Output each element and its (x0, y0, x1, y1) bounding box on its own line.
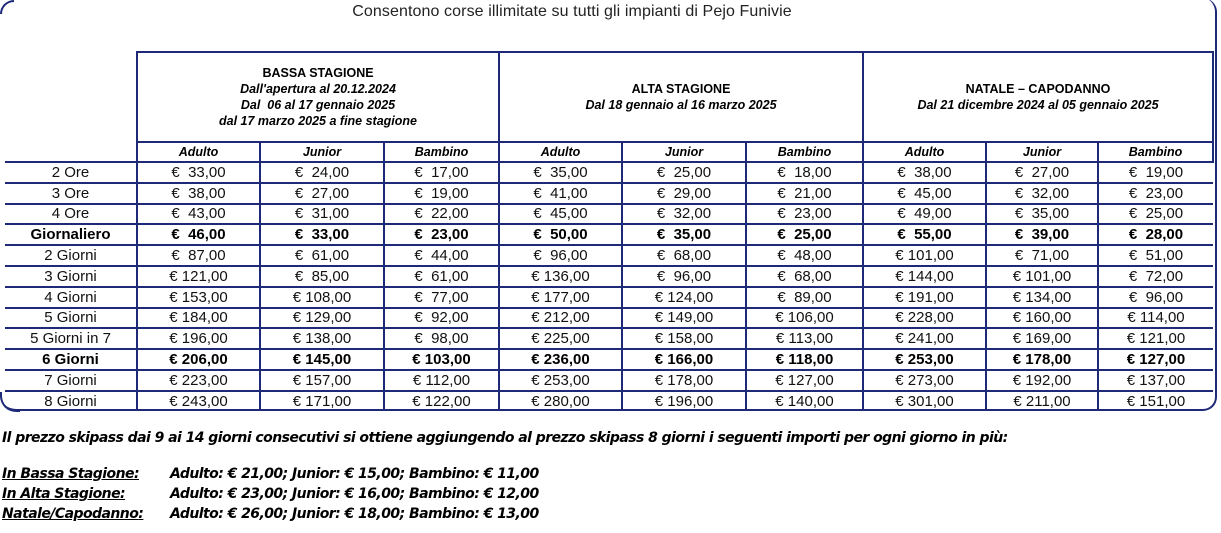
price-cell: € 28,00 (1098, 224, 1213, 245)
price-cell: € 61,00 (384, 266, 499, 287)
season-name: NATALE – CAPODANNO (965, 82, 1111, 96)
row-label: 5 Giorni in 7 (5, 328, 137, 349)
price-cell: € 243,00 (137, 391, 260, 411)
price-cell: € 137,00 (1098, 370, 1213, 391)
extra-line-natale (2, 504, 1008, 524)
price-cell: € 108,00 (260, 287, 384, 308)
table-row (5, 266, 1213, 287)
row-label: 3 Giorni (5, 266, 137, 287)
price-cell: € 44,00 (384, 245, 499, 266)
price-cell: € 101,00 (863, 245, 986, 266)
price-cell: € 149,00 (622, 308, 746, 329)
season-alta (499, 52, 863, 142)
table-row (5, 162, 1213, 183)
price-cell: € 129,00 (260, 308, 384, 329)
table-row (5, 204, 1213, 225)
price-cell: € 196,00 (622, 391, 746, 411)
price-cell: € 38,00 (137, 183, 260, 204)
price-cell: € 27,00 (260, 183, 384, 204)
notes (2, 430, 1008, 524)
season-period: Dal 06 al 17 gennaio 2025 (240, 98, 396, 112)
price-cell: € 166,00 (622, 349, 746, 370)
price-cell: € 144,00 (863, 266, 986, 287)
season-bassa (137, 52, 499, 142)
price-cell: € 145,00 (260, 349, 384, 370)
price-cell: € 212,00 (499, 308, 622, 329)
price-cell: € 35,00 (499, 162, 622, 183)
row-label: 4 Giorni (5, 287, 137, 308)
price-cell: € 33,00 (137, 162, 260, 183)
table-row (5, 391, 1213, 411)
price-cell: € 68,00 (622, 245, 746, 266)
category-header: Junior (622, 142, 746, 162)
price-cell: € 17,00 (384, 162, 499, 183)
table-row (5, 308, 1213, 329)
extra-line-alta (2, 484, 1008, 504)
table-row (5, 287, 1213, 308)
category-header: Junior (986, 142, 1098, 162)
price-cell: € 121,00 (1098, 328, 1213, 349)
price-cell: € 77,00 (384, 287, 499, 308)
price-cell: € 45,00 (863, 183, 986, 204)
row-label: 3 Ore (5, 183, 137, 204)
price-cell: € 39,00 (986, 224, 1098, 245)
price-cell: € 153,00 (137, 287, 260, 308)
price-cell: € 223,00 (137, 370, 260, 391)
table-row (5, 370, 1213, 391)
price-cell: € 253,00 (499, 370, 622, 391)
extra-value: Adulto: € 21,00; Junior: € 15,00; Bambino: € 11,00 (170, 466, 539, 482)
price-cell: € 92,00 (384, 308, 499, 329)
price-cell: € 178,00 (622, 370, 746, 391)
season-period: Dall'apertura al 20.12.2024 (240, 82, 396, 96)
table-row (5, 349, 1213, 370)
extra-label: Natale/Capodanno: (2, 506, 144, 522)
price-cell: € 158,00 (622, 328, 746, 349)
price-cell: € 103,00 (384, 349, 499, 370)
price-cell: € 21,00 (746, 183, 863, 204)
extra-value: Adulto: € 23,00; Junior: € 16,00; Bambino: € 12,00 (170, 486, 539, 502)
price-cell: € 33,00 (260, 224, 384, 245)
category-header: Adulto (499, 142, 622, 162)
price-cell: € 48,00 (746, 245, 863, 266)
price-cell: € 151,00 (1098, 391, 1213, 411)
price-cell: € 138,00 (260, 328, 384, 349)
row-label: 8 Giorni (5, 391, 137, 411)
price-cell: € 45,00 (499, 204, 622, 225)
price-cell: € 236,00 (499, 349, 622, 370)
row-label: 4 Ore (5, 204, 137, 225)
extra-label: In Alta Stagione: (2, 486, 126, 502)
price-cell: € 23,00 (746, 204, 863, 225)
price-cell: € 127,00 (746, 370, 863, 391)
price-cell: € 96,00 (622, 266, 746, 287)
price-cell: € 61,00 (260, 245, 384, 266)
category-header: Adulto (137, 142, 260, 162)
table-row (5, 224, 1213, 245)
price-cell: € 49,00 (863, 204, 986, 225)
table-row (5, 183, 1213, 204)
price-cell: € 101,00 (986, 266, 1098, 287)
extra-value: Adulto: € 26,00; Junior: € 18,00; Bambino: € 13,00 (170, 506, 539, 522)
price-cell: € 41,00 (499, 183, 622, 204)
price-cell: € 50,00 (499, 224, 622, 245)
price-cell: € 35,00 (622, 224, 746, 245)
price-cell: € 25,00 (622, 162, 746, 183)
extra-label-text: Natale/Capodanno (2, 506, 139, 522)
price-cell: € 23,00 (384, 224, 499, 245)
price-cell: € 25,00 (746, 224, 863, 245)
price-cell: € 127,00 (1098, 349, 1213, 370)
price-cell: € 43,00 (137, 204, 260, 225)
price-cell: € 113,00 (746, 328, 863, 349)
corner-cell (5, 142, 137, 162)
price-cell: € 106,00 (746, 308, 863, 329)
price-cell: € 31,00 (260, 204, 384, 225)
price-cell: € 19,00 (1098, 162, 1213, 183)
price-cell: € 118,00 (746, 349, 863, 370)
price-cell: € 169,00 (986, 328, 1098, 349)
price-cell: € 27,00 (986, 162, 1098, 183)
price-cell: € 157,00 (260, 370, 384, 391)
price-cell: € 121,00 (137, 266, 260, 287)
price-cell: € 71,00 (986, 245, 1098, 266)
category-header: Bambino (746, 142, 863, 162)
price-cell: € 228,00 (863, 308, 986, 329)
season-name: ALTA STAGIONE (631, 82, 731, 96)
corner-cell (5, 52, 137, 142)
row-label: 2 Ore (5, 162, 137, 183)
category-header: Adulto (863, 142, 986, 162)
season-natale (863, 52, 1213, 142)
row-label: 7 Giorni (5, 370, 137, 391)
category-header: Bambino (384, 142, 499, 162)
extra-label: In Bassa Stagione: (2, 466, 139, 482)
price-cell: € 19,00 (384, 183, 499, 204)
price-cell: € 46,00 (137, 224, 260, 245)
price-cell: € 124,00 (622, 287, 746, 308)
price-cell: € 134,00 (986, 287, 1098, 308)
price-cell: € 253,00 (863, 349, 986, 370)
price-cell: € 23,00 (1098, 183, 1213, 204)
price-cell: € 211,00 (986, 391, 1098, 411)
price-cell: € 206,00 (137, 349, 260, 370)
price-cell: € 35,00 (986, 204, 1098, 225)
price-cell: € 25,00 (1098, 204, 1213, 225)
extra-label-text: In Bassa Stagione (2, 466, 134, 482)
price-cell: € 160,00 (986, 308, 1098, 329)
price-cell: € 89,00 (746, 287, 863, 308)
price-cell: € 85,00 (260, 266, 384, 287)
price-table (5, 51, 1214, 411)
table-row (5, 245, 1213, 266)
season-name: BASSA STAGIONE (262, 66, 374, 80)
price-cell: € 24,00 (260, 162, 384, 183)
row-label: 5 Giorni (5, 308, 137, 329)
row-label: Giornaliero (5, 224, 137, 245)
price-cell: € 241,00 (863, 328, 986, 349)
price-cell: € 29,00 (622, 183, 746, 204)
extra-line-bassa (2, 464, 1008, 484)
price-cell: € 114,00 (1098, 308, 1213, 329)
price-cell: € 112,00 (384, 370, 499, 391)
price-cell: € 225,00 (499, 328, 622, 349)
price-cell: € 51,00 (1098, 245, 1213, 266)
notes-intro: Il prezzo skipass dai 9 ai 14 giorni consecutivi si ottiene aggiungendo al prezzo skipass 8 giorni i seguenti importi per ogni giorno in più: (2, 430, 1008, 446)
price-cell: € 140,00 (746, 391, 863, 411)
row-label: 2 Giorni (5, 245, 137, 266)
price-cell: € 301,00 (863, 391, 986, 411)
price-cell: € 122,00 (384, 391, 499, 411)
price-cell: € 96,00 (499, 245, 622, 266)
category-header: Bambino (1098, 142, 1213, 162)
table-row (5, 328, 1213, 349)
price-cell: € 136,00 (499, 266, 622, 287)
page-title: Consentono corse illimitate su tutti gli impianti di Pejo Funivie (352, 3, 792, 20)
price-cell: € 96,00 (1098, 287, 1213, 308)
price-cell: € 68,00 (746, 266, 863, 287)
price-cell: € 72,00 (1098, 266, 1213, 287)
price-cell: € 196,00 (137, 328, 260, 349)
price-cell: € 22,00 (384, 204, 499, 225)
price-table-body (5, 162, 1213, 411)
price-cell: € 178,00 (986, 349, 1098, 370)
price-cell: € 87,00 (137, 245, 260, 266)
season-period: Dal 18 gennaio al 16 marzo 2025 (585, 98, 777, 112)
season-period: Dal 21 dicembre 2024 al 05 gennaio 2025 (917, 98, 1159, 112)
price-cell: € 55,00 (863, 224, 986, 245)
price-cell: € 192,00 (986, 370, 1098, 391)
extra-label-text: In Alta Stagione (2, 486, 121, 502)
category-header: Junior (260, 142, 384, 162)
row-label: 6 Giorni (5, 349, 137, 370)
price-cell: € 38,00 (863, 162, 986, 183)
price-cell: € 32,00 (986, 183, 1098, 204)
price-cell: € 191,00 (863, 287, 986, 308)
price-cell: € 184,00 (137, 308, 260, 329)
price-cell: € 98,00 (384, 328, 499, 349)
price-cell: € 273,00 (863, 370, 986, 391)
season-period: dal 17 marzo 2025 a fine stagione (219, 114, 417, 128)
category-header-row (5, 142, 1213, 162)
season-header-row (5, 52, 1213, 142)
price-cell: € 32,00 (622, 204, 746, 225)
price-cell: € 171,00 (260, 391, 384, 411)
price-cell: € 18,00 (746, 162, 863, 183)
price-cell: € 280,00 (499, 391, 622, 411)
price-cell: € 177,00 (499, 287, 622, 308)
